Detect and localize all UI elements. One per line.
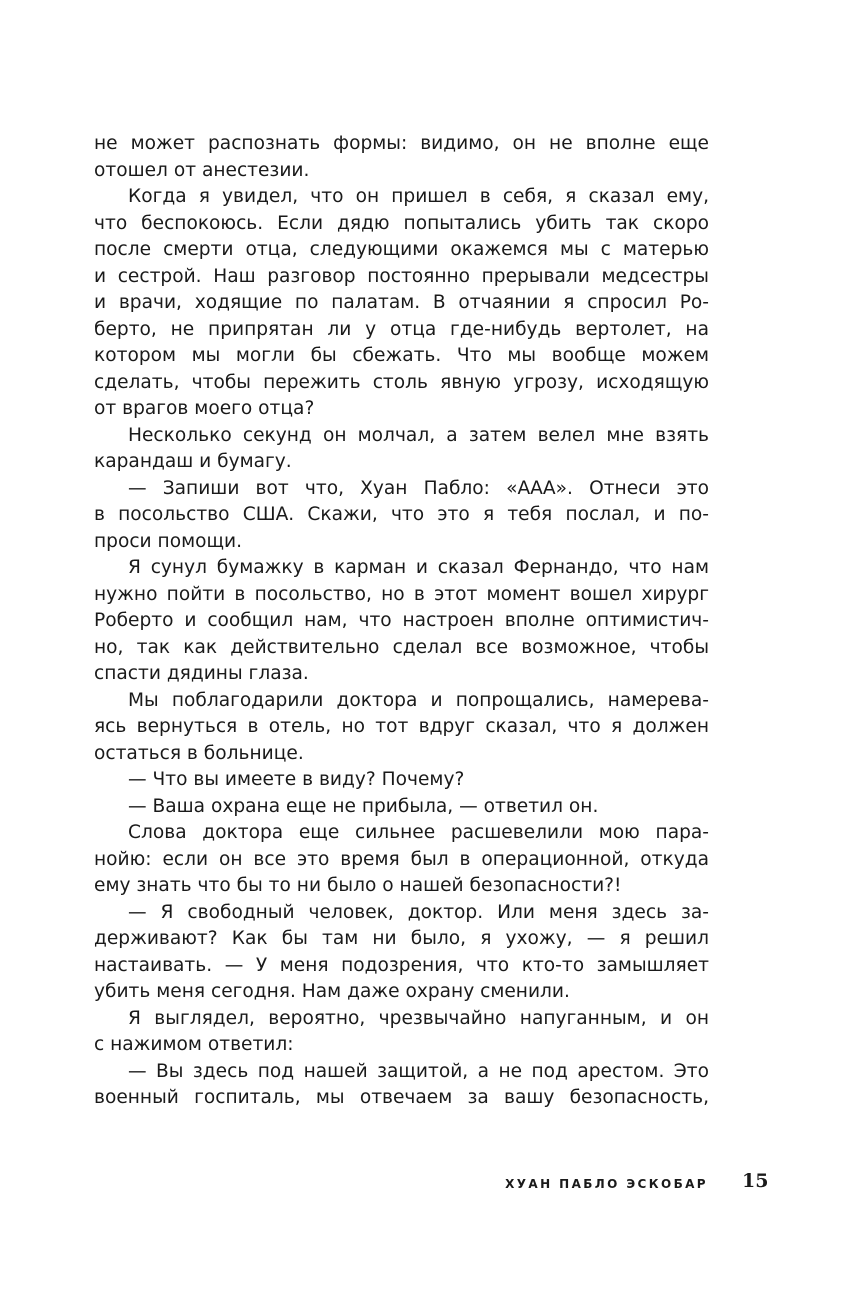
text-line: и сестрой. Наш разговор постоянно прерывали медсестры bbox=[94, 265, 709, 287]
text-line: отошел от анестезии. bbox=[94, 159, 310, 181]
text-line: не может распознать формы: видимо, он не вполне еще bbox=[94, 133, 709, 154]
text-line: но, так как действительно сделал все возможное, чтобы bbox=[94, 636, 709, 658]
text-line: — Вы здесь под нашей защитой, а не под арестом. Это bbox=[128, 1060, 709, 1082]
text-line: — Ваша охрана еще не прибыла, — ответил он. bbox=[128, 795, 599, 817]
text-line: нужно пойти в посольство, но в этот момент вошел хирург bbox=[94, 583, 709, 605]
text-line: от врагов моего отца? bbox=[94, 398, 315, 419]
text-line: — Что вы имеете в виду? Почему? bbox=[128, 769, 465, 790]
text-line: проси помощи. bbox=[94, 530, 242, 552]
text-line: ему знать что бы то ни было о нашей безопасности?! bbox=[94, 875, 622, 896]
text-line: котором мы могли бы сбежать. Что мы вообще можем bbox=[94, 345, 709, 366]
text-line: нойю: если он все это время был в операционной, откуда bbox=[94, 848, 709, 870]
text-line: — Я свободный человек, доктор. Или меня здесь за- bbox=[128, 901, 709, 923]
text-line: и врачи, ходящие по палатам. В отчаянии я спросил Ро- bbox=[94, 292, 709, 313]
text-line: после смерти отца, следующими окажемся мы с матерью bbox=[94, 239, 709, 260]
text-line: остаться в больнице. bbox=[94, 742, 304, 764]
text-line: Слова доктора еще сильнее расшевелили мою пара- bbox=[128, 822, 709, 843]
text-line: берто, не припрятан ли у отца где-нибудь вертолет, на bbox=[94, 318, 709, 340]
text-line: с нажимом ответил: bbox=[94, 1034, 294, 1055]
text-line: настаивать. — У меня подозрения, что кто-то замышляет bbox=[94, 954, 709, 976]
text-line: ясь вернуться в отель, но тот вдруг сказал, что я должен bbox=[94, 716, 709, 737]
text-line: карандаш и бумагу. bbox=[94, 451, 292, 472]
text-line: Я выглядел, вероятно, чрезвычайно напуганным, и он bbox=[128, 1007, 709, 1029]
body-text bbox=[94, 131, 709, 1112]
text-line: сделать, чтобы пережить столь явную угрозу, исходящую bbox=[94, 371, 709, 393]
page-number: 15 bbox=[742, 1170, 769, 1192]
text-line: Когда я увидел, что он пришел в себя, я сказал ему, bbox=[128, 186, 709, 207]
text-line: Несколько секунд он молчал, а затем велел мне взять bbox=[128, 424, 709, 446]
text-line: Мы поблагодарили доктора и попрощались, намерева- bbox=[128, 689, 709, 711]
text-line: убить меня сегодня. Нам даже охрану сменили. bbox=[94, 981, 570, 1002]
text-line: в посольство США. Скажи, что это я тебя послал, и по- bbox=[94, 504, 709, 525]
text-line: Я сунул бумажку в карман и сказал Фернандо, что нам bbox=[128, 557, 709, 578]
text-line: держивают? Как бы там ни было, я ухожу, — я решил bbox=[94, 928, 709, 949]
text-line: спасти дядины глаза. bbox=[94, 663, 309, 684]
text-line: что беспокоюсь. Если дядю попытались убить так скоро bbox=[94, 212, 709, 234]
running-footer-author: ХУАН ПАБЛО ЭСКОБАР bbox=[505, 1177, 708, 1191]
text-line: — Запиши вот что, Хуан Пабло: «ААА». Отнеси это bbox=[128, 477, 709, 499]
text-line: военный госпиталь, мы отвечаем за вашу безопасность, bbox=[94, 1087, 709, 1108]
text-line: Роберто и сообщил нам, что настроен вполне оптимистич- bbox=[94, 610, 709, 631]
